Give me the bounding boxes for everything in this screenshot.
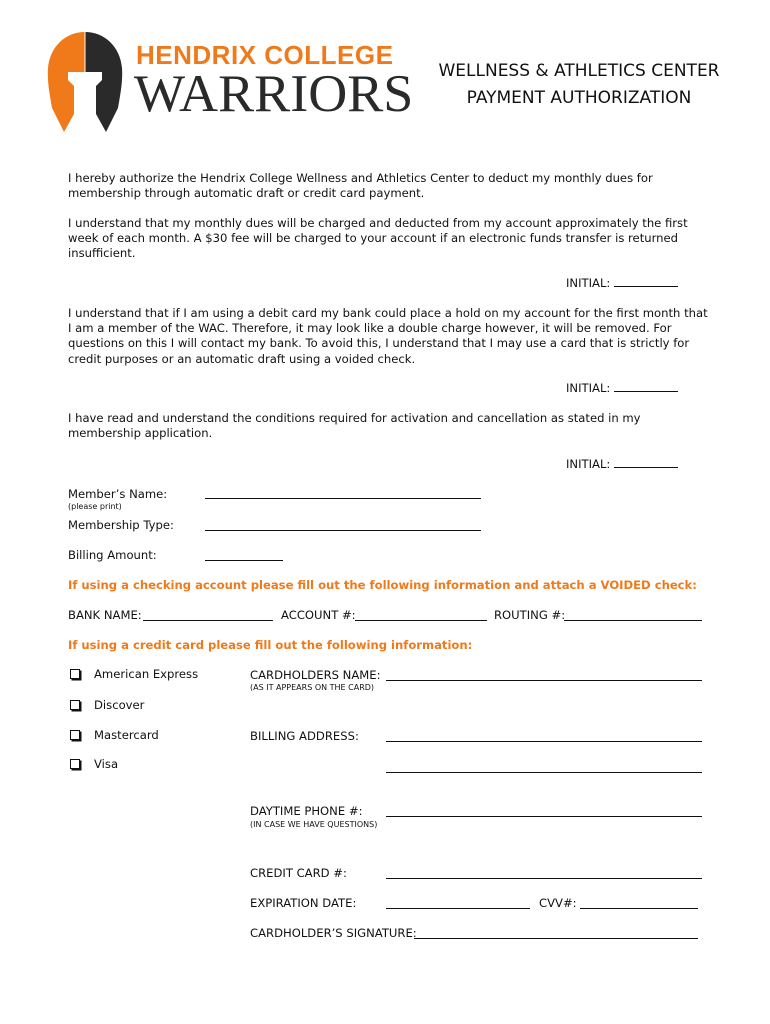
card-option-mastercard[interactable] <box>70 728 159 742</box>
member-name-field[interactable] <box>205 498 481 499</box>
cvv-label: CVV#: <box>539 896 577 910</box>
spartan-helmet-icon <box>44 30 126 140</box>
paragraph-authorize: I hereby authorize the Hendrix College Wellness and Athletics Center to deduct my monthly dues for membership through automatic draft or credit card payment. <box>68 171 653 201</box>
routing-number-field[interactable] <box>564 620 702 621</box>
cardholder-signature-field[interactable] <box>414 938 698 939</box>
logo-college-name: HENDRIX COLLEGE <box>136 40 394 70</box>
account-number-label: ACCOUNT #: <box>281 608 356 622</box>
checkbox-icon[interactable] <box>70 700 80 710</box>
daytime-phone-field[interactable] <box>386 816 702 817</box>
initial-field-1[interactable] <box>566 276 678 290</box>
page-title <box>420 58 738 112</box>
expiration-date-field[interactable] <box>386 908 530 909</box>
checkbox-icon[interactable] <box>70 759 80 769</box>
credit-heading: If using a credit card please fill out the following information: <box>68 638 473 652</box>
billing-address-label: BILLING ADDRESS: <box>250 729 359 743</box>
bank-name-field[interactable] <box>143 620 273 621</box>
daytime-phone-label: DAYTIME PHONE #: <box>250 804 363 818</box>
initial-label: INITIAL: <box>566 381 611 395</box>
paragraph-debit-hold: I understand that if I am using a debit card my bank could place a hold on my account for the first month that I am a member of the WAC. Therefore, it may look like a double charge however, it will be removed. For questions on this I will contact my bank. To avoid this, I understand that I may use a card that is strictly for credit purposes or an automatic draft using a voided check. <box>68 306 708 366</box>
card-option-label: Mastercard <box>94 728 159 742</box>
initial-field-3[interactable] <box>566 457 678 471</box>
card-option-discover[interactable] <box>70 698 144 712</box>
initial-line[interactable] <box>614 457 678 468</box>
billing-address-field-1[interactable] <box>386 741 702 742</box>
card-option-label: American Express <box>94 667 199 681</box>
credit-card-number-field[interactable] <box>386 878 702 879</box>
initial-line[interactable] <box>614 381 678 392</box>
checkbox-icon[interactable] <box>70 669 80 679</box>
billing-amount-label: Billing Amount: <box>68 548 157 562</box>
card-option-visa[interactable] <box>70 757 118 771</box>
initial-field-2[interactable] <box>566 381 678 395</box>
cardholder-name-field[interactable] <box>386 680 702 681</box>
member-name-label: Member’s Name: <box>68 487 168 501</box>
member-name-hint: (please print) <box>68 502 122 511</box>
initial-line[interactable] <box>614 276 678 287</box>
routing-number-label: ROUTING #: <box>494 608 566 622</box>
billing-amount-field[interactable] <box>205 560 283 561</box>
membership-type-label: Membership Type: <box>68 518 174 532</box>
title-line-2: PAYMENT AUTHORIZATION <box>466 88 692 108</box>
account-number-field[interactable] <box>355 620 487 621</box>
checking-heading: If using a checking account please fill out the following information and attach a VOIDED check: <box>68 578 697 592</box>
membership-type-field[interactable] <box>205 530 481 531</box>
logo-warriors: WARRIORS <box>134 65 414 123</box>
cardholder-name-hint: (AS IT APPEARS ON THE CARD) <box>250 683 375 692</box>
title-line-1: WELLNESS & ATHLETICS CENTER <box>438 61 720 81</box>
card-option-label: Discover <box>94 698 145 712</box>
billing-address-field-2[interactable] <box>386 772 702 773</box>
expiration-date-label: EXPIRATION DATE: <box>250 896 357 910</box>
paragraph-monthly-dues: I understand that my monthly dues will be charged and deducted from my account approximately the first week of each month. A $30 fee will be charged to your account if an electronic funds transfer is returned insufficient. <box>68 216 688 261</box>
card-option-amex[interactable] <box>70 667 198 681</box>
cardholder-name-label: CARDHOLDERS NAME: <box>250 668 381 682</box>
paragraph-conditions: I have read and understand the conditions required for activation and cancellation as stated in my membership application. <box>68 411 641 441</box>
cvv-field[interactable] <box>580 908 698 909</box>
bank-name-label: BANK NAME: <box>68 608 142 622</box>
checkbox-icon[interactable] <box>70 730 80 740</box>
initial-label: INITIAL: <box>566 457 611 471</box>
initial-label: INITIAL: <box>566 276 611 290</box>
daytime-phone-hint: (IN CASE WE HAVE QUESTIONS) <box>250 820 378 829</box>
credit-card-number-label: CREDIT CARD #: <box>250 866 347 880</box>
cardholder-signature-label: CARDHOLDER’S SIGNATURE: <box>250 926 417 940</box>
card-option-label: Visa <box>94 757 119 771</box>
